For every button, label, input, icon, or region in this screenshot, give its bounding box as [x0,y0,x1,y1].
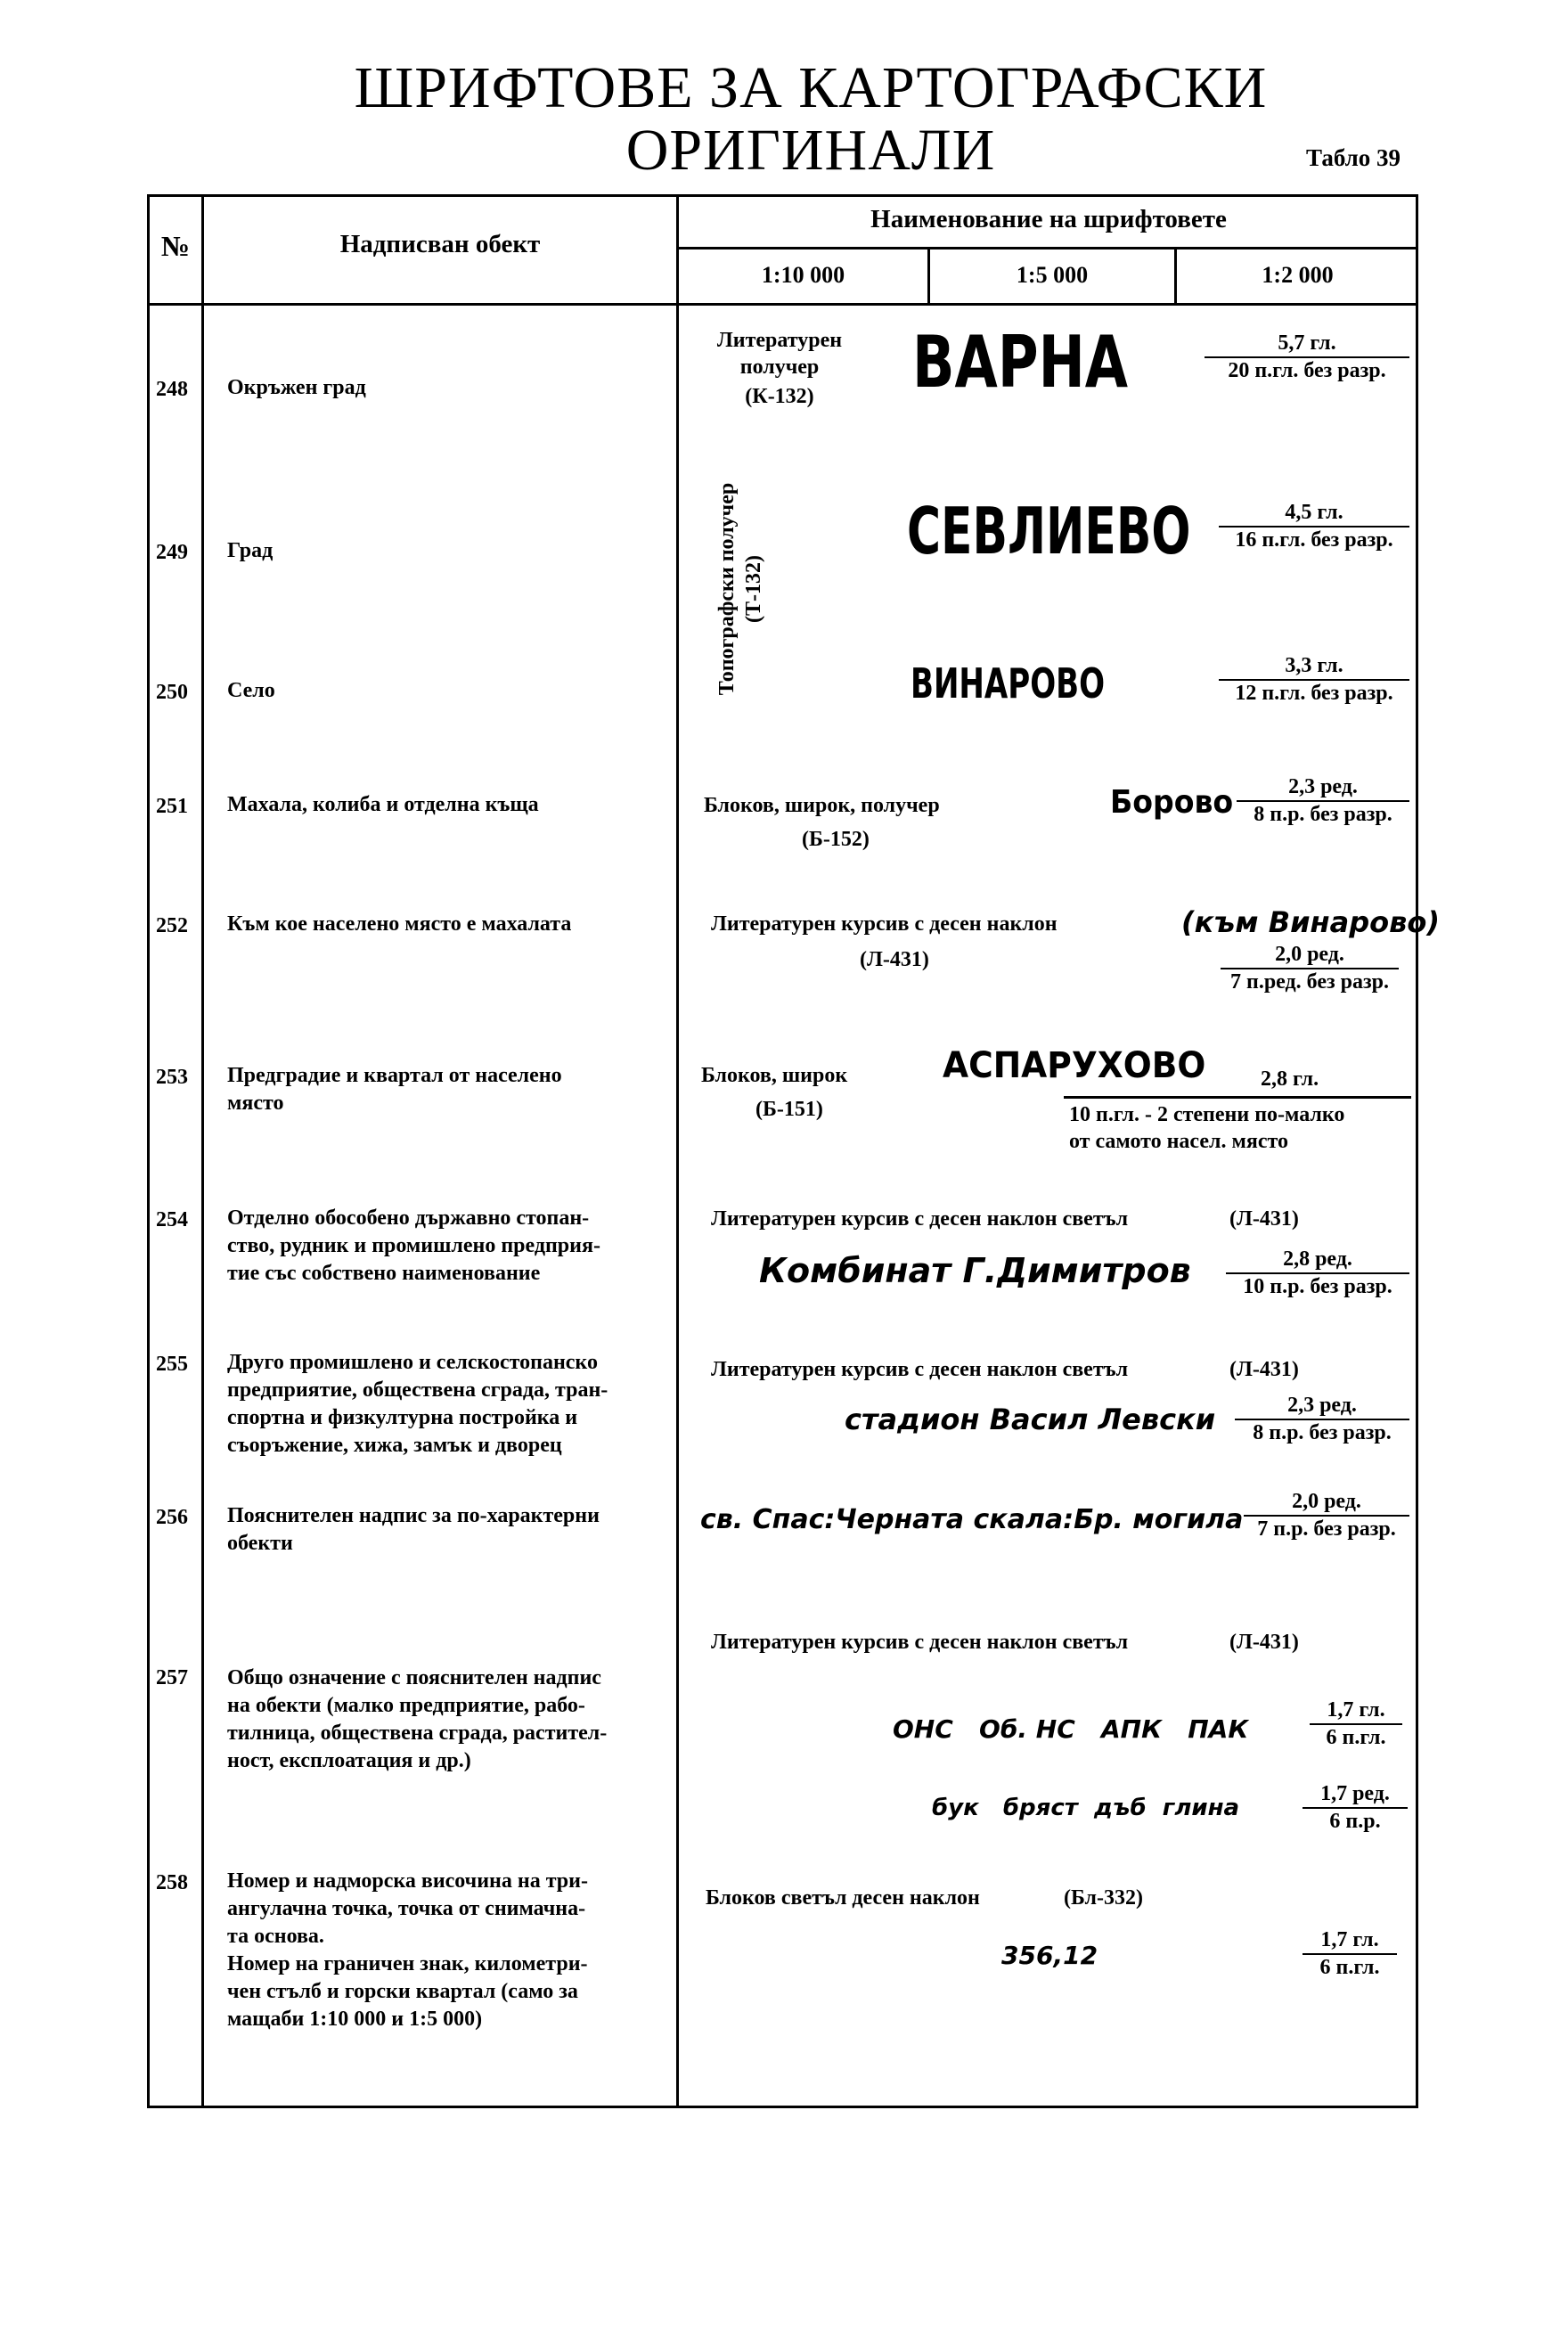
sample-stadion: стадион Васил Левски [845,1403,1216,1436]
sample-varna: ВАРНА [912,321,1129,404]
object-255-l3: спортна и физкултурна постройка и [227,1406,578,1429]
row-number-251: 251 [156,795,188,818]
header-scale-10000: 1:10 000 [761,262,845,288]
size-257a-top: 1,7 гл. [1310,1698,1402,1725]
font-name-252-l1: Литературен курсив с десен наклон [711,912,1058,936]
page-title-line2: ОРИГИНАЛИ [625,118,996,183]
header-no: № [160,230,191,262]
object-252: Към кое населено място е махалата [227,912,572,936]
object-255-l4: съоръжение, хижа, замък и дворец [227,1434,562,1457]
size-250-bottom: 12 п.гл. без разр. [1235,682,1393,705]
size-fraction-257b [1303,1782,1408,1834]
size-253-rule [1064,1096,1411,1099]
size-253-top: 2,8 гл. [1261,1067,1319,1091]
size-253-bottom-l2: от самото насел. място [1069,1130,1288,1153]
size-257b-bottom: 6 п.р. [1329,1810,1381,1833]
object-250: Село [227,679,275,702]
sample-kam-vinarovo: (към Винарово) [1181,905,1440,939]
row-number-256: 256 [156,1506,188,1529]
object-253-l2: място [227,1092,284,1115]
size-fraction-255 [1235,1394,1409,1445]
size-249-top: 4,5 гл. [1219,501,1409,528]
font-name-252-l2: (Л-431) [860,948,929,971]
row-number-249: 249 [156,541,188,564]
size-251-top: 2,3 ред. [1237,775,1409,802]
row-number-252: 252 [156,914,188,937]
size-255-bottom: 8 п.р. без разр. [1253,1421,1392,1444]
object-249: Град [227,539,274,562]
sample-vinarovo: ВИНАРОВО [911,659,1106,707]
object-251: Махала, колиба и отделна къща [227,793,539,816]
font-name-258: Блоков светъл десен наклон [706,1886,980,1910]
size-248-top: 5,7 гл. [1205,331,1409,358]
object-258-l6: мащаби 1:10 000 и 1:5 000) [227,2008,483,2031]
object-256-l1: Пояснителен надпис за по-характерни [227,1504,600,1527]
object-258-l5: чен стълб и горски квартал (само за [227,1980,578,2003]
object-257-l1: Общо означение с пояснителен надпис [227,1666,601,1689]
sample-kombinat: Комбинат Г.Димитров [759,1251,1191,1290]
size-fraction-256 [1244,1490,1409,1542]
sample-borovo: Борово [1110,784,1234,821]
row-number-254: 254 [156,1208,188,1231]
page-title-line1: ШРИФТОВЕ ЗА КАРТОГРАФСКИ [354,55,1268,120]
font-name-251-l1: Блоков, широк, получер [704,794,940,817]
object-258-l4: Номер на граничен знак, километри- [227,1952,588,1975]
size-fraction-249 [1219,501,1409,552]
font-code-258: (Бл-332) [1064,1886,1143,1910]
object-253-l1: Предградие и квартал от населено [227,1064,562,1087]
row-number-253: 253 [156,1066,188,1089]
font-name-248-l3: (К-132) [745,385,814,408]
font-name-253-l1: Блоков, широк [701,1064,848,1087]
object-256-l2: обекти [227,1532,293,1555]
size-fraction-258 [1303,1928,1397,1980]
size-251-bottom: 8 п.р. без разр. [1254,803,1392,826]
font-name-253-l2: (Б-151) [755,1098,823,1121]
font-name-248-l2: получер [739,356,820,379]
object-248: Окръжен град [227,376,366,399]
row-number-248: 248 [156,378,188,401]
size-258-bottom: 6 п.гл. [1319,1956,1380,1979]
size-252-bottom: 7 п.ред. без разр. [1230,970,1389,994]
divider-header-bottom [147,303,1418,306]
row-number-255: 255 [156,1353,188,1376]
topo-font-l2: (Т-132) [742,555,765,623]
header-fonts: Наименование на шрифтовете [870,205,1227,233]
object-257-l4: ност, експлоатация и др.) [227,1749,471,1772]
font-name-254: Литературен курсив с десен наклон светъл [711,1207,1129,1231]
object-255-l1: Друго промишлено и селскостопанско [227,1351,598,1374]
size-fraction-248 [1205,331,1409,383]
sample-asparuhovo: АСПАРУХОВО [943,1045,1206,1086]
topo-font-label [714,455,769,723]
row-number-257: 257 [156,1666,188,1689]
sample-abbreviations: ОНС Об. НС АПК ПАК [893,1714,1249,1744]
size-257b-top: 1,7 ред. [1303,1782,1408,1809]
size-249-bottom: 16 п.гл. без разр. [1235,528,1393,552]
size-248-bottom: 20 п.гл. без разр. [1228,359,1386,382]
divider-object-col [676,194,679,2108]
topo-font-l1: Топографски получер [715,482,739,696]
font-name-248-l1: Литературен [716,329,843,352]
size-255-top: 2,3 ред. [1235,1394,1409,1420]
font-name-257: Литературен курсив с десен наклон светъл [711,1631,1129,1654]
size-253-bottom-l1: 10 п.гл. - 2 степени по-малко [1069,1103,1345,1126]
font-code-257: (Л-431) [1229,1631,1299,1654]
object-258-l1: Номер и надморска височина на три- [227,1869,588,1893]
object-257-l3: тилница, обществена сграда, растител- [227,1722,608,1745]
font-name-251-l2: (Б-152) [802,828,870,851]
font-code-255: (Л-431) [1229,1358,1299,1381]
divider-fonts-header [676,247,1418,249]
object-255-l2: предприятие, обществена сграда, тран- [227,1378,608,1402]
sample-vegetation: бук бряст дъб глина [932,1795,1240,1821]
size-250-top: 3,3 гл. [1219,654,1409,681]
size-254-bottom: 10 п.р. без разр. [1243,1275,1392,1298]
object-254-l3: тие със собствено наименование [227,1262,541,1285]
size-257a-bottom: 6 п.гл. [1326,1726,1386,1749]
divider-no-col [201,194,204,2108]
header-object: Надписван обект [339,230,541,258]
size-fraction-252 [1221,943,1399,994]
font-code-254: (Л-431) [1229,1207,1299,1231]
object-254-l1: Отделно обособено държавно стопан- [227,1206,590,1230]
sample-sv-spas: св. Спас:Черната скала:Бр. могила [700,1504,1244,1535]
tablo-label: Табло 39 [1306,144,1401,171]
header-scale-5000: 1:5 000 [1016,262,1089,288]
size-256-top: 2,0 ред. [1244,1490,1409,1517]
object-258-l3: та основа. [227,1925,324,1948]
header-scale-2000: 1:2 000 [1262,262,1334,288]
size-252-top: 2,0 ред. [1221,943,1399,969]
row-number-250: 250 [156,681,188,704]
size-256-bottom: 7 п.р. без разр. [1257,1517,1396,1541]
size-fraction-254 [1226,1247,1409,1299]
size-fraction-257a [1310,1698,1402,1750]
sample-height-number: 356,12 [1001,1941,1098,1970]
row-number-258: 258 [156,1871,188,1894]
object-258-l2: ангулачна точка, точка от снимачна- [227,1897,586,1920]
object-257-l2: на обекти (малко предприятие, рабо- [227,1694,585,1717]
object-254-l2: ство, рудник и промишлено предприя- [227,1234,600,1257]
size-fraction-250 [1219,654,1409,706]
font-name-255: Литературен курсив с десен наклон светъл [711,1358,1129,1381]
size-fraction-251 [1237,775,1409,827]
size-258-top: 1,7 гл. [1303,1928,1397,1955]
size-254-top: 2,8 ред. [1226,1247,1409,1274]
sample-sevlievo: СЕВЛИЕВО [907,494,1191,568]
